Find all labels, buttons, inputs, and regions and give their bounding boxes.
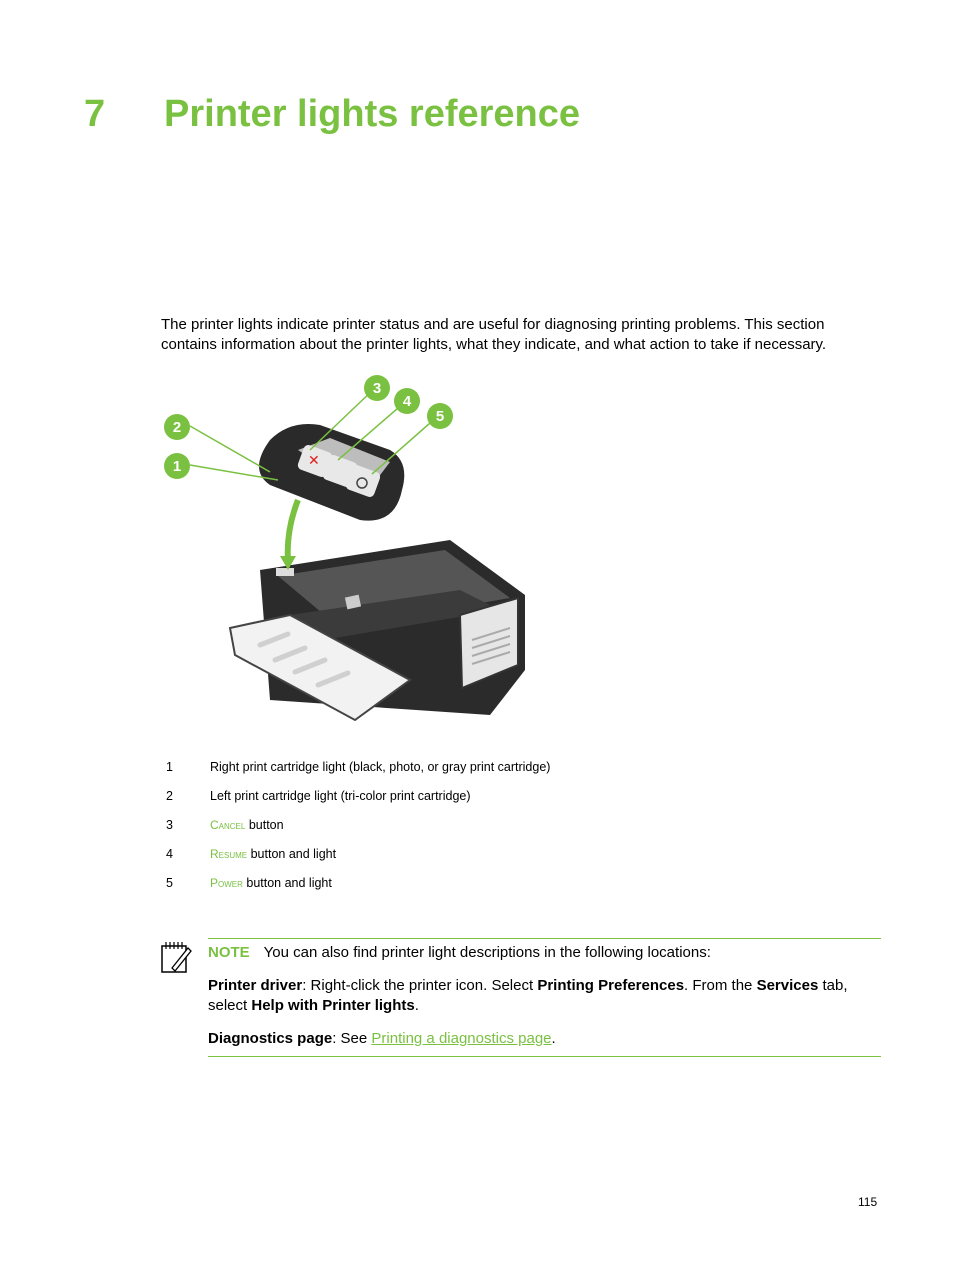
diagnostics-label: Diagnostics page (208, 1030, 333, 1047)
note-intro (208, 943, 880, 963)
page-number: 115 (858, 1195, 878, 1209)
chapter-title (84, 93, 580, 136)
legend-description: Right print cartridge light (black, photo, or gray print cartridge) (210, 760, 551, 774)
legend-prefix: Cancel (210, 818, 246, 832)
callout-3-label: 3 (372, 380, 382, 397)
note-driver-paragraph (208, 976, 880, 1016)
zoom-arrow (288, 500, 298, 562)
note-bottom-rule (208, 1056, 881, 1057)
legend-description: Left print cartridge light (tri-color print cartridge) (210, 789, 471, 803)
driver-label: Printer driver (208, 977, 303, 994)
diagnostics-text: : See (332, 1030, 372, 1047)
legend-row (166, 760, 666, 789)
printer-figure (160, 370, 540, 730)
intro-paragraph: The printer lights indicate printer status and are useful for diagnosing printing problems. This section contains information about the printer lights, what they indicate, and what action to take if necessary. (161, 316, 827, 353)
callout-1-label: 1 (172, 458, 182, 475)
diagnostics-text: . (551, 1030, 556, 1047)
chapter-title-text: Printer lights reference (164, 93, 581, 135)
driver-text: . (414, 997, 419, 1014)
legend-text (210, 876, 332, 890)
legend-text (210, 847, 336, 861)
driver-text: tab, select (208, 977, 848, 1014)
note-box (208, 943, 880, 1062)
legend-row (166, 847, 666, 876)
driver-text: : Right-click the printer icon. Select (302, 977, 538, 994)
printing-preferences-term: Printing Preferences (537, 977, 685, 994)
callout-5-label: 5 (435, 408, 445, 425)
legend-text (210, 789, 471, 803)
legend-number: 3 (166, 818, 173, 832)
legend-number: 2 (166, 789, 173, 803)
legend-text (210, 760, 550, 774)
help-term: Help with Printer lights (251, 997, 415, 1014)
legend-number: 5 (166, 876, 173, 890)
note-diagnostics-paragraph (208, 1029, 880, 1049)
legend-number: 1 (166, 760, 173, 774)
legend-prefix: Power (210, 876, 243, 890)
legend-row (166, 789, 666, 818)
chapter-number: 7 (84, 93, 106, 135)
legend-number: 4 (166, 847, 173, 861)
note-label: NOTE (208, 944, 250, 961)
callout-4-label: 4 (402, 393, 412, 410)
printer-panel-location (276, 568, 294, 576)
legend-description: button (245, 818, 284, 832)
callout-2-label: 2 (172, 419, 182, 436)
note-icon (160, 940, 192, 974)
figure-legend (166, 760, 666, 905)
driver-text: . From the (684, 977, 757, 994)
legend-row (166, 818, 666, 847)
legend-text (210, 818, 284, 832)
cancel-x-icon: ✕ (308, 453, 320, 469)
legend-prefix: Resume (210, 847, 248, 861)
services-term: Services (756, 977, 819, 994)
legend-row (166, 876, 666, 905)
legend-description: button and light (247, 847, 337, 861)
legend-description: button and light (242, 876, 332, 890)
note-top-rule (208, 938, 881, 939)
note-text: You can also find printer light descriptions in the following locations: (263, 944, 711, 961)
printer-illustration (160, 370, 540, 730)
diagnostics-page-link[interactable]: Printing a diagnostics page (371, 1030, 552, 1047)
